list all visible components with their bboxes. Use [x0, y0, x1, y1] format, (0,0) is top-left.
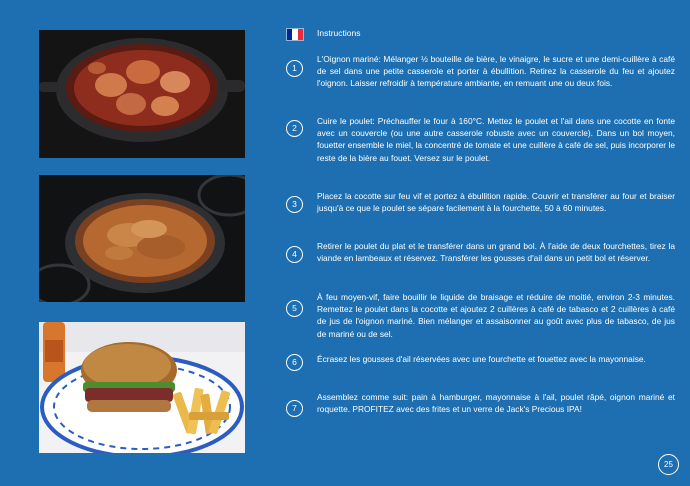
step-number: 7 — [286, 400, 303, 417]
step-text: Cuire le poulet: Préchauffer le four à 160°C. Mettez le poulet et l'ail dans une cocotte en fonte avec un couvercle (ou une autre casserole robuste avec un couvercle). Dans un bol moyen, fouetter ensemble le miel, la concentré de tomate et une cuillère à café de sel, puis incorporer le reste de la bière au fouet. Versez sur le poulet. — [317, 116, 675, 163]
step-text: Retirer le poulet du plat et le transférer dans un grand bol. À l'aide de deux fourchettes, tirez la viande en lambeaux et réservez. Transférer les gousses d'ail dans un petit bol et réserver. — [317, 241, 675, 264]
photo-burger-with-fries — [39, 322, 245, 453]
flag-stripe-red — [298, 29, 303, 40]
step-text: Assemblez comme suit: pain à hamburger, mayonnaise à l'ail, poulet râpé, oignon mariné et roquette. PROFITEZ avec des frites et un verre de Jack's Precious IPA! — [317, 392, 675, 415]
step-number: 1 — [286, 60, 303, 77]
step-number: 3 — [286, 196, 303, 213]
step-number: 4 — [286, 246, 303, 263]
step-number: 6 — [286, 354, 303, 371]
step-text: L'Oignon mariné: Mélanger ½ bouteille de bière, le vinaigre, le sucre et une demi-cuillère à café de sel dans une petite casserole et porter à ébullition. Retirez la casserole du feu et ajoutez l'oignon. Laisser refroidir à température ambiante, en remuant une ou deux fois. — [317, 54, 675, 89]
step-number: 2 — [286, 120, 303, 137]
step-text: À feu moyen-vif, faire bouillir le liquide de braisage et réduire de moitié, environ 2-3 minutes. Remettez le poulet dans la cocotte et ajoutez 2 cuillères à café de tabasco et 2 cuillères à café de jus de l'oignon mariné. Bien mélanger et assaisonner au goût avec plus de tabasco, de jus de mariné ou de sel. — [317, 292, 675, 339]
page-number: 25 — [658, 454, 679, 475]
step-text: Écrasez les gousses d'ail réservées avec une fourchette et fouettez avec la mayonnaise. — [317, 354, 646, 364]
french-flag-icon — [286, 28, 304, 41]
section-title: Instructions — [317, 28, 361, 38]
photo-pulled-chicken-in-pot — [39, 175, 245, 302]
step-number: 5 — [286, 300, 303, 317]
photo-chicken-in-pot — [39, 30, 245, 158]
step-text: Placez la cocotte sur feu vif et portez à ébullition rapide. Couvrir et transférer au four et braiser jusqu'à ce que le poulet se sépare facilement à la fourchette, 50 à 60 minutes. — [317, 191, 675, 214]
